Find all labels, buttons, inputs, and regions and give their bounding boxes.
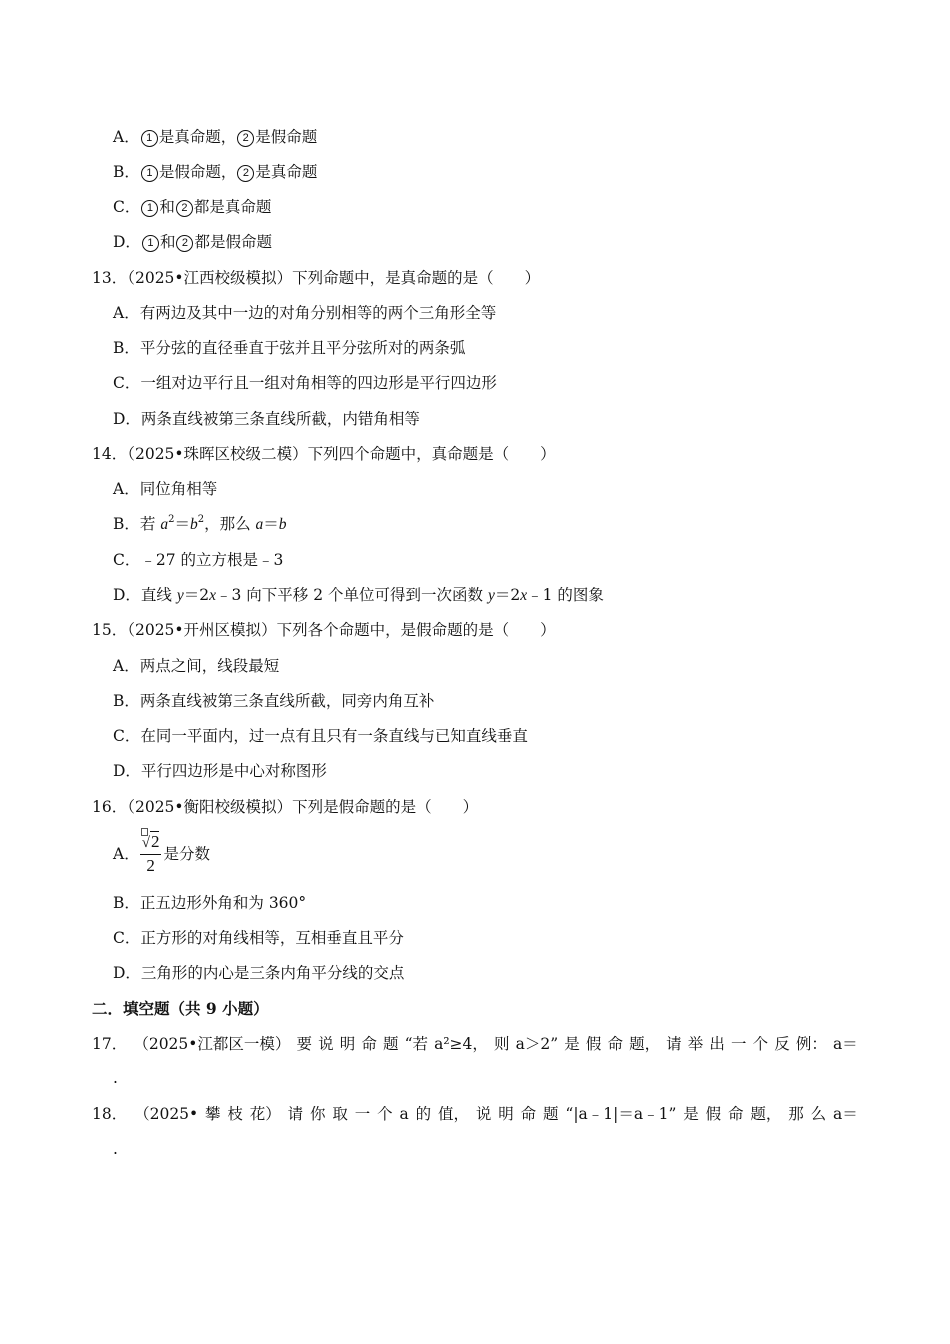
cube-root: √2 (142, 831, 160, 854)
q14-option-b: B．若 $a^2=b^2$，那么 a＝b (113, 514, 287, 533)
q12-option-d: D． 1 和 2 都是假命题 (113, 233, 272, 251)
q12-option-c: C． 1 和 2 都是真命题 (113, 198, 272, 216)
fraction: $\frac{√2}{2}$ (140, 831, 162, 877)
q13-option-b: B．平分弦的直径垂直于弦并且平分弦所对的两条弧 (113, 339, 466, 357)
q13-option-d: D．两条直线被第三条直线所截，内错角相等 (113, 410, 420, 428)
circled-1: 1 (141, 165, 158, 182)
q18-blank-dot: . (113, 1140, 118, 1158)
q16-stem: 16．（2025•衡阳校级模拟）下列是假命题的是（ ） (92, 798, 479, 816)
q14-option-a: A．同位角相等 (113, 480, 218, 498)
q14-stem: 14．（2025•珠晖区校级二模）下列四个命题中，真命题是（ ） (92, 445, 556, 463)
q16-option-d: D．三角形的内心是三条内角平分线的交点 (113, 964, 405, 982)
q15-option-b: B．两条直线被第三条直线所截，同旁内角互补 (113, 692, 435, 710)
circled-1: 1 (141, 200, 158, 217)
q17-blank-dot: . (113, 1069, 118, 1087)
q14-option-c: C．﹣27 的立方根是﹣3 (113, 551, 284, 569)
circled-2: 2 (237, 165, 254, 182)
q13-option-a: A．有两边及其中一边的对角分别相等的两个三角形全等 (113, 304, 497, 322)
q13-option-c: C．一组对边平行且一组对角相等的四边形是平行四边形 (113, 374, 497, 392)
q12-option-a: A． 1 是真命题， 2 是假命题 (113, 128, 318, 146)
q14-option-d: D．直线 y＝2x﹣3 向下平移 2 个单位可得到一次函数 y＝2x﹣1 的图象 (113, 586, 604, 604)
q18-stem: 18． （2025• 攀 枝 花） 请 你 取 一 个 a 的 值， 说 明 命 题 “|a﹣1|＝a﹣1” 是 假 命 题， 那 么 a＝ (92, 1105, 858, 1123)
q16-option-c: C．正方形的对角线相等，互相垂直且平分 (113, 929, 404, 947)
q15-option-c: C．在同一平面内，过一点有且只有一条直线与已知直线垂直 (113, 727, 528, 745)
circled-2: 2 (237, 130, 254, 147)
q15-option-a: A．两点之间，线段最短 (113, 657, 280, 675)
q16-option-b: B．正五边形外角和为 360° (113, 894, 307, 912)
q15-stem: 15．（2025•开州区模拟）下列各个命题中，是假命题的是（ ） (92, 621, 556, 639)
q13-stem: 13．（2025•江西校级模拟）下列命题中，是真命题的是（ ） (92, 269, 541, 287)
q15-option-d: D．平行四边形是中心对称图形 (113, 762, 327, 780)
q17-stem: 17． （2025•江都区一模） 要 说 明 命 题 “若 a²≥4， 则 a＞2” 是 假 命 题， 请 举 出 一 个 反 例： a＝ (92, 1035, 858, 1053)
circled-1: 1 (141, 130, 158, 147)
q16-option-a: A． $\frac{√2}{2}$ 是分数 (113, 830, 210, 877)
circled-2: 2 (176, 200, 193, 217)
section-heading: 二．填空题（共 9 小题） (92, 999, 269, 1018)
circled-1: 1 (142, 235, 159, 252)
circled-2: 2 (176, 235, 193, 252)
q12-option-b: B． 1 是假命题， 2 是真命题 (113, 163, 318, 181)
